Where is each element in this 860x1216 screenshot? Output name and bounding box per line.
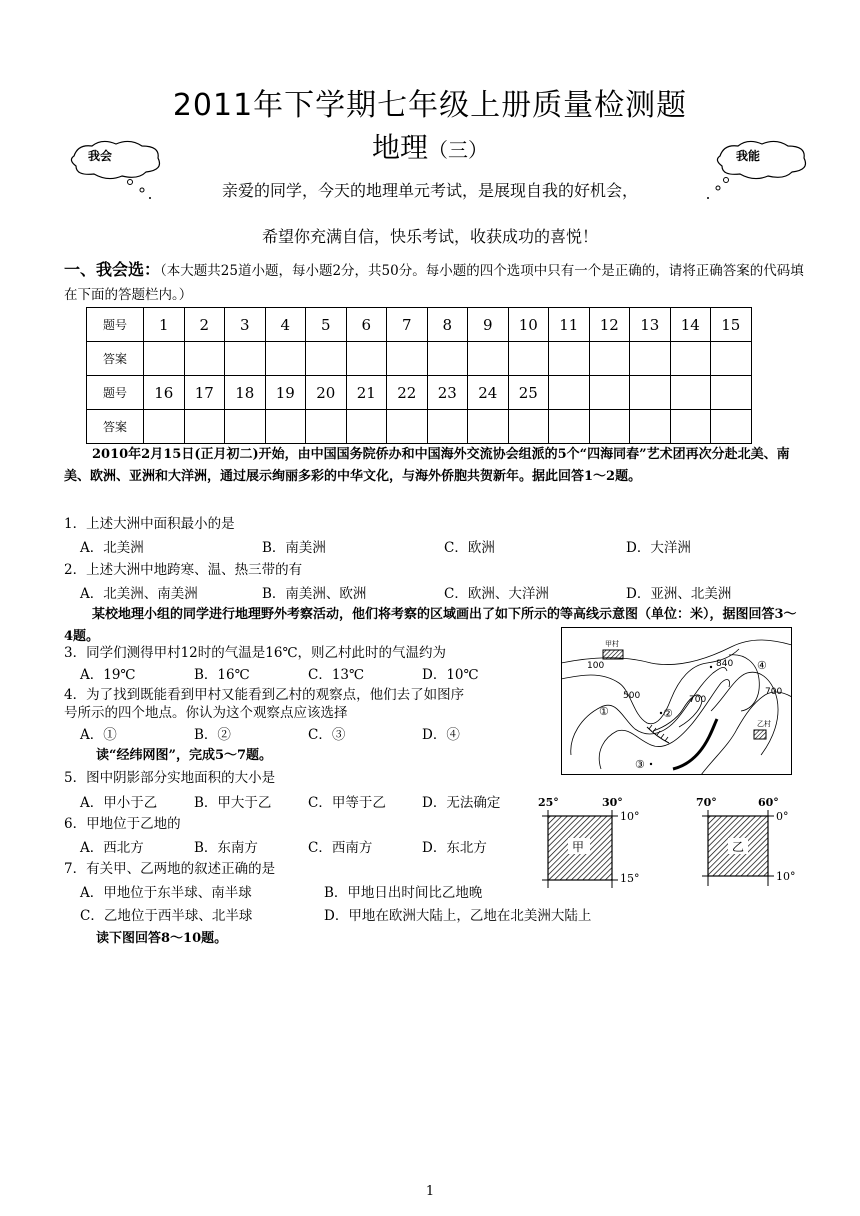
motto-line-2: 希望你充满自信，快乐考试，收获成功的喜悦！ [261,227,598,246]
village-a-label: 甲村 [605,640,619,648]
answer-cell[interactable] [144,342,185,376]
answer-cell[interactable] [184,410,225,444]
motto-line-1: 亲爱的同学，今天的地理单元考试，是展现自我的好机会， [221,181,638,200]
answer-cell[interactable] [549,342,590,376]
contour-label: 700 [765,687,783,697]
answer-cell[interactable] [306,410,347,444]
q5-option-a[interactable]: A．甲小于乙 [80,795,158,811]
question-number: 15 [711,308,752,342]
question-number: 5 [306,308,347,342]
section-1-instructions: （本大题共25道小题，每小题2分，共50分。每小题的四个选项中只有一个是正确的，请将正确答案的代码填在下面的答题栏内。） [64,263,804,303]
question-number: 20 [306,376,347,410]
label-answer: 答案 [87,410,144,444]
grid-map-b [696,796,820,892]
question-number [630,376,671,410]
question-3-stem: 3．同学们测得甲村12时的气温是16℃，则乙村此时的气温约为 [64,645,447,661]
bubble-right [714,140,810,172]
contour-label: 500 [623,691,641,701]
answer-cell[interactable] [225,410,266,444]
q1-option-a[interactable]: A．北美洲 [80,540,144,556]
answer-cell[interactable] [468,410,509,444]
q5-option-b[interactable]: B．甲大于乙 [194,795,272,811]
answer-cell[interactable] [711,410,752,444]
question-number: 16 [144,376,185,410]
answer-cell[interactable] [589,410,630,444]
grid-map-a [536,796,660,892]
table-row [87,342,752,376]
q3-option-d[interactable]: D．10℃ [422,667,479,683]
q7-option-a[interactable]: A．甲地位于东半球、南半球 [80,885,252,901]
answer-cell[interactable] [508,410,549,444]
question-number: 12 [589,308,630,342]
question-number: 9 [468,308,509,342]
answer-cell[interactable] [508,342,549,376]
peak-label: 840 [716,659,734,669]
q4-option-c[interactable]: C．③ [308,727,346,743]
answer-cell[interactable] [144,410,185,444]
section-1-title: 一、我会选： [64,260,161,279]
q1-option-b[interactable]: B．南美洲 [262,540,326,556]
q1-option-c[interactable]: C．欧洲 [444,540,495,556]
answer-cell[interactable] [427,342,468,376]
answer-cell[interactable] [670,410,711,444]
q6-option-d[interactable]: D．东北方 [422,840,487,856]
answer-cell[interactable] [306,342,347,376]
q4-option-b[interactable]: B．② [194,727,231,743]
bubble-left [68,140,164,172]
q2-option-b[interactable]: B．南美洲、欧洲 [262,586,367,602]
question-4-stem-1: 4．为了找到既能看到甲村又能看到乙村的观察点，他们去了如图序 [64,687,465,703]
subtitle-paren: （三） [428,138,488,162]
point-3: ③ [635,758,645,771]
question-number: 8 [427,308,468,342]
question-number: 22 [387,376,428,410]
label-number: 题号 [87,308,144,342]
answer-cell[interactable] [265,342,306,376]
q6-option-a[interactable]: A．西北方 [80,840,144,856]
answer-cell[interactable] [549,410,590,444]
point-4: ④ [757,659,767,672]
bubble-left-text: 我会 [88,149,113,163]
q6-option-c[interactable]: C．西南方 [308,840,373,856]
answer-cell[interactable] [630,410,671,444]
place-b-label: 乙 [732,840,745,854]
question-number: 23 [427,376,468,410]
passage-2: 某校地理小组的同学进行地理野外考察活动，他们将考察的区域画出了如下所示的等高线示意图（单位：米），据图回答3～4题。 [64,607,797,644]
q2-option-c[interactable]: C．欧洲、大洋洲 [444,586,549,602]
question-number: 11 [549,308,590,342]
question-number: 3 [225,308,266,342]
q2-option-a[interactable]: A．北美洲、南美洲 [80,586,198,602]
answer-cell[interactable] [670,342,711,376]
q3-option-a[interactable]: A．19℃ [80,667,136,683]
question-number [549,376,590,410]
label-answer: 答案 [87,342,144,376]
question-number [711,376,752,410]
q4-option-d[interactable]: D．④ [422,727,460,743]
lat-label: 15° [620,872,640,885]
question-number: 21 [346,376,387,410]
q3-option-c[interactable]: C．13℃ [308,667,365,683]
point-1: ① [599,705,609,718]
answer-table [86,307,752,444]
answer-cell[interactable] [468,342,509,376]
q7-option-c[interactable]: C．乙地位于西半球、北半球 [80,908,253,924]
question-5-stem: 5．图中阴影部分实地面积的大小是 [64,770,276,786]
answer-cell[interactable] [346,342,387,376]
q3-option-b[interactable]: B．16℃ [194,667,250,683]
question-2-stem: 2．上述大洲中地跨寒、温、热三带的有 [64,562,303,578]
answer-cell[interactable] [387,410,428,444]
question-7-stem: 7．有关甲、乙两地的叙述正确的是 [64,861,276,877]
passage-4: 读下图回答8～10题。 [96,931,228,946]
answer-cell[interactable] [427,410,468,444]
passage-3: 读“经纬网图”，完成5～7题。 [96,748,273,763]
contour-label: 100 [587,661,605,671]
q6-option-b[interactable]: B．东南方 [194,840,258,856]
answer-cell[interactable] [711,342,752,376]
question-number: 14 [670,308,711,342]
question-number [589,376,630,410]
question-4-stem-2: 号所示的四个地点。你认为这个观察点应该选择 [64,705,348,721]
question-6-stem: 6．甲地位于乙地的 [64,816,181,832]
answer-cell[interactable] [589,342,630,376]
question-number: 18 [225,376,266,410]
question-number: 19 [265,376,306,410]
table-row [87,308,752,342]
bubble-right-text: 我能 [736,149,761,163]
section-1-heading [64,258,804,307]
q7-option-b[interactable]: B．甲地日出时间比乙地晚 [324,885,483,901]
question-number: 6 [346,308,387,342]
answer-cell[interactable] [630,342,671,376]
table-row [87,376,752,410]
q4-option-a[interactable]: A．① [80,727,117,743]
subtitle-main: 地理 [371,131,428,164]
question-number: 17 [184,376,225,410]
q5-option-c[interactable]: C．甲等于乙 [308,795,386,811]
answer-cell[interactable] [346,410,387,444]
question-number: 10 [508,308,549,342]
answer-cell[interactable] [265,410,306,444]
answer-cell[interactable] [387,342,428,376]
question-number: 2 [184,308,225,342]
lat-label: 10° [620,810,640,823]
q1-option-d[interactable]: D．大洋洲 [626,540,691,556]
q5-option-d[interactable]: D．无法确定 [422,795,501,811]
question-1-stem: 1．上述大洲中面积最小的是 [64,516,235,532]
answer-cell[interactable] [225,342,266,376]
place-a-label: 甲 [572,840,585,854]
page-title: 2011年下学期七年级上册质量检测题 [172,88,688,123]
lon-label: 60° [758,796,779,809]
q7-option-d[interactable]: D．甲地在欧洲大陆上，乙地在北美洲大陆上 [324,908,592,924]
label-number: 题号 [87,376,144,410]
lat-label: 0° [776,810,789,823]
page-number: 1 [425,1184,435,1199]
contour-map [561,627,792,775]
question-number [670,376,711,410]
question-number: 13 [630,308,671,342]
table-row [87,410,752,444]
question-number: 24 [468,376,509,410]
question-number: 7 [387,308,428,342]
q2-option-d[interactable]: D．亚洲、北美洲 [626,586,732,602]
passage-1: 2010年2月15日(正月初二)开始，由中国国务院侨办和中国海外交流协会组派的5个“四海同春”艺术团再次分赴北美、南美、欧洲、亚洲和大洋洲，通过展示绚丽多彩的中华文化，与海外侨胞共贺新年。据此回答1～2题。 [64,447,790,484]
lon-label: 70° [696,796,717,809]
lon-label: 30° [602,796,623,809]
lon-label: 25° [538,796,559,809]
question-number: 25 [508,376,549,410]
question-number: 1 [144,308,185,342]
lat-label: 10° [776,870,796,883]
village-b-label: 乙村 [757,720,771,728]
answer-cell[interactable] [184,342,225,376]
contour-label: 700 [689,695,707,705]
question-number: 4 [265,308,306,342]
point-2: ② [663,707,673,720]
